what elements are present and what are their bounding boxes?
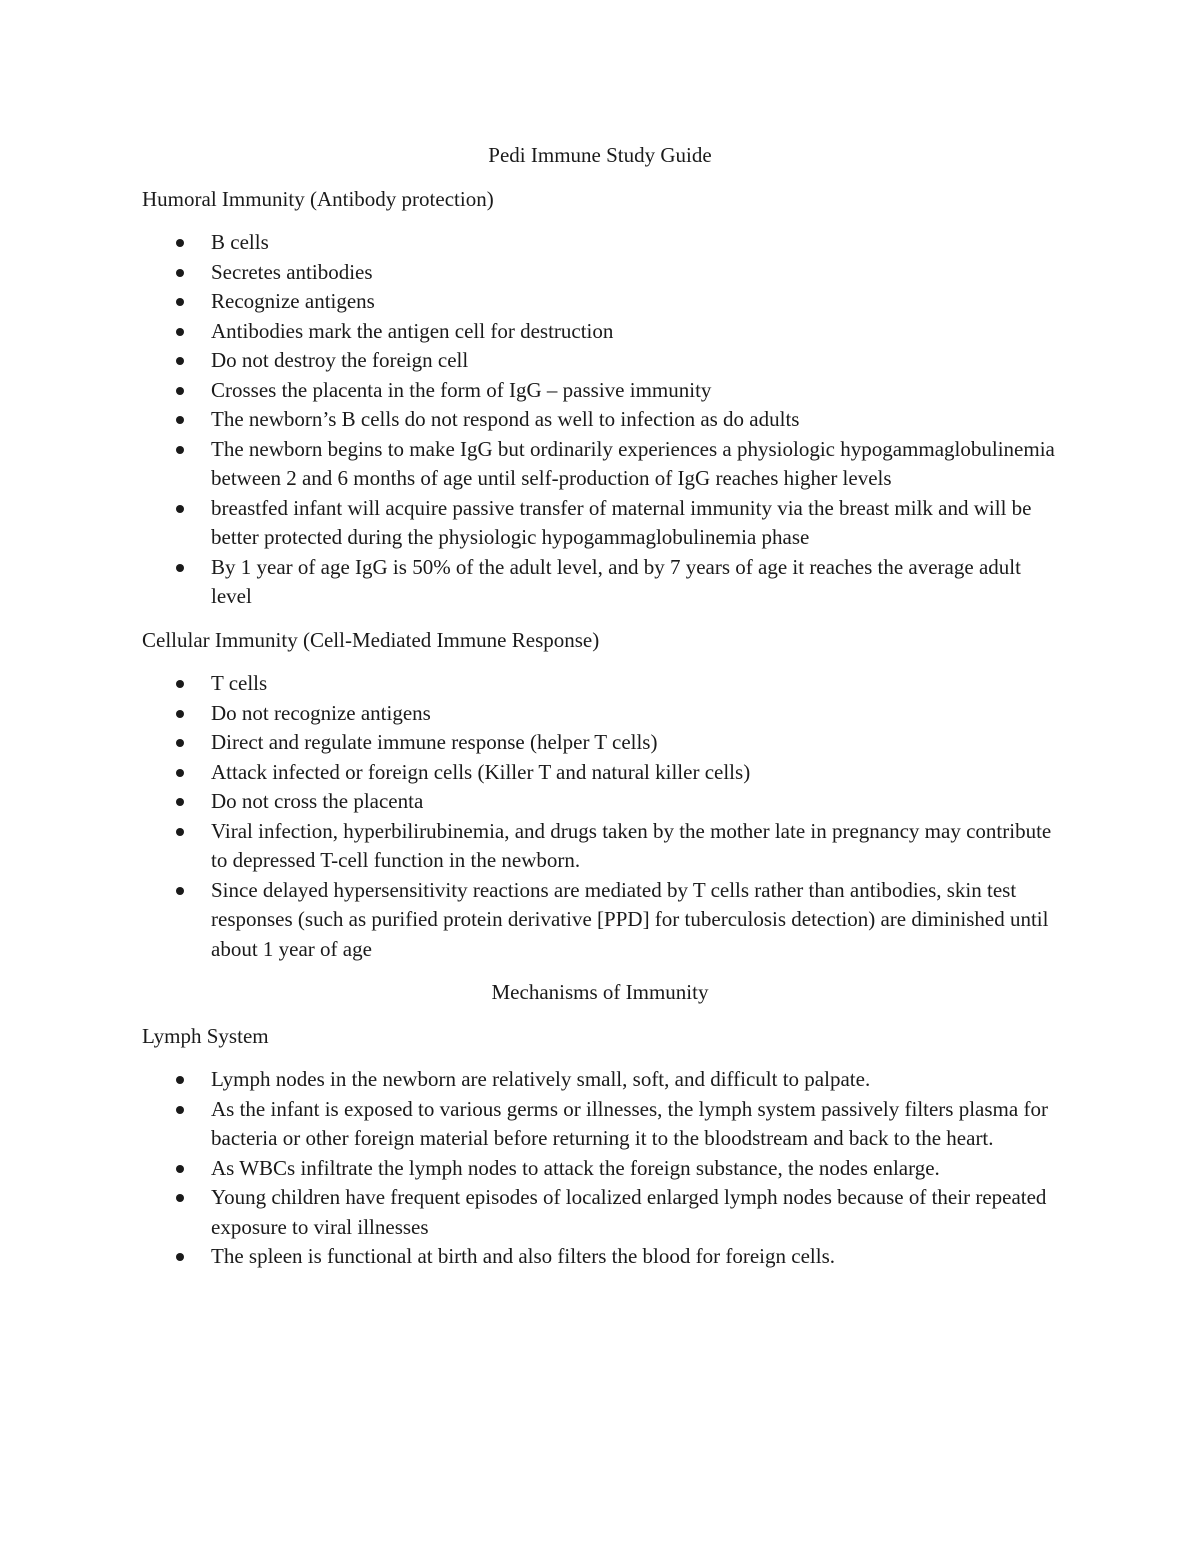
list-item (142, 1242, 1058, 1272)
list-item-text: T cells (211, 671, 268, 695)
list-item-text: Lymph nodes in the newborn are relatively small, soft, and difficult to palpate. (211, 1067, 871, 1091)
list-item (142, 876, 1058, 965)
list-item-text: Direct and regulate immune response (helper T cells) (211, 730, 658, 754)
list-item-text: Do not destroy the foreign cell (211, 348, 469, 372)
list-item-text: Secretes antibodies (211, 259, 373, 284)
list-item (142, 228, 1058, 258)
list-item (142, 317, 1058, 347)
list-item (142, 699, 1058, 729)
bullet-icon (176, 1106, 184, 1114)
bullet-icon (176, 739, 184, 747)
humoral-list (142, 228, 1058, 612)
list-item-text: B cells (211, 230, 269, 254)
list-item (142, 1183, 1058, 1242)
list-item-text: The newborn begins to make IgG but ordinarily experiences a physiologic hypogammaglobulinemia between 2 and 6 months of age until self-production of IgG reaches higher levels (211, 436, 1055, 490)
bullet-icon (176, 298, 184, 306)
list-item (142, 669, 1058, 699)
bullet-icon (176, 828, 184, 836)
bullet-icon (176, 505, 184, 513)
bullet-icon (176, 328, 184, 336)
list-item-text: Viral infection, hyperbilirubinemia, and drugs taken by the mother late in pregnancy may contribute to depressed T-cell function in the newborn. (211, 818, 1052, 872)
bullet-icon (176, 357, 184, 365)
document-body (142, 141, 1058, 1286)
bullet-icon (176, 269, 184, 277)
section-heading-humoral: Humoral Immunity (Antibody protection) (142, 186, 494, 211)
list-item (142, 376, 1058, 406)
bullet-icon (176, 1253, 184, 1261)
bullet-icon (176, 239, 184, 247)
bullet-icon (176, 446, 184, 454)
list-item (142, 1065, 1058, 1095)
list-item (142, 1154, 1058, 1184)
list-item (142, 435, 1058, 494)
list-item (142, 405, 1058, 435)
bullet-icon (176, 798, 184, 806)
bullet-icon (176, 416, 184, 424)
bullet-icon (176, 1165, 184, 1173)
list-item-text: Since delayed hypersensitivity reactions are mediated by T cells rather than antibodies, skin test responses (such as purified protein derivative [PPD] for tuberculosis detection) are diminished until about 1 year of age (211, 877, 1049, 961)
list-item (142, 287, 1058, 317)
lymph-list (142, 1065, 1058, 1272)
list-item-text: The newborn’s B cells do not respond as well to infection as do adults (211, 407, 800, 431)
list-item-text: The spleen is functional at birth and also filters the blood for foreign cells. (211, 1244, 835, 1268)
bullet-icon (176, 680, 184, 688)
section-heading-cellular: Cellular Immunity (Cell-Mediated Immune Response) (142, 627, 600, 652)
bullet-icon (176, 564, 184, 572)
list-item (142, 817, 1058, 876)
list-item-text: Recognize antigens (211, 289, 375, 313)
list-item-text: As WBCs infiltrate the lymph nodes to attack the foreign substance, the nodes enlarge. (211, 1155, 940, 1180)
list-item-text: Crosses the placenta in the form of IgG – passive immunity (211, 377, 712, 402)
list-item-text: Do not recognize antigens (211, 700, 431, 725)
list-item (142, 728, 1058, 758)
list-item (142, 758, 1058, 788)
list-item (142, 346, 1058, 376)
list-item-text: Young children have frequent episodes of localized enlarged lymph nodes because of their repeated exposure to viral illnesses (211, 1185, 1047, 1239)
list-item-text: By 1 year of age IgG is 50% of the adult level, and by 7 years of age it reaches the average adult level (211, 554, 1021, 608)
list-item (142, 787, 1058, 817)
bullet-icon (176, 387, 184, 395)
bullet-icon (176, 769, 184, 777)
cellular-list (142, 669, 1058, 964)
list-item-text: Antibodies mark the antigen cell for destruction (211, 318, 614, 343)
list-item-text: As the infant is exposed to various germs or illnesses, the lymph system passively filters plasma for bacteria or other foreign material before returning it to the bloodstream and back to the heart. (211, 1096, 1048, 1150)
section-heading-mechanisms: Mechanisms of Immunity (491, 980, 709, 1004)
list-item-text: Attack infected or foreign cells (Killer T and natural killer cells) (211, 759, 751, 784)
section-heading-lymph: Lymph System (142, 1023, 269, 1048)
list-item (142, 494, 1058, 553)
list-item (142, 258, 1058, 288)
list-item (142, 1095, 1058, 1154)
bullet-icon (176, 710, 184, 718)
list-item-text: breastfed infant will acquire passive transfer of maternal immunity via the breast milk and will be better protected during the physiologic hypogammaglobulinemia phase (211, 495, 1032, 549)
list-item-text: Do not cross the placenta (211, 789, 424, 813)
bullet-icon (176, 1194, 184, 1202)
page-title: Pedi Immune Study Guide (488, 143, 712, 167)
bullet-icon (176, 887, 184, 895)
bullet-icon (176, 1076, 184, 1084)
list-item (142, 553, 1058, 612)
